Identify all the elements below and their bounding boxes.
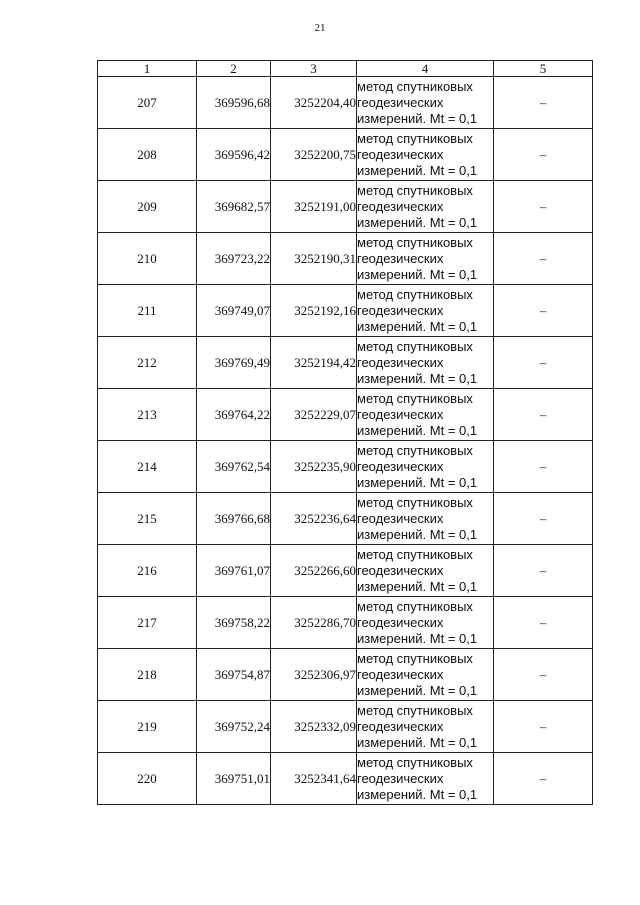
- note-dash: –: [494, 753, 593, 805]
- method-description: [357, 441, 494, 493]
- method-line: метод спутниковых: [357, 78, 473, 94]
- method-line: геодезических: [357, 718, 444, 734]
- coordinate-x: 369761,07: [197, 545, 271, 597]
- method-line: метод спутниковых: [357, 338, 473, 354]
- coordinate-y: 3252332,09: [271, 701, 357, 753]
- coordinate-x: 369723,22: [197, 233, 271, 285]
- method-line: геодезических: [357, 250, 444, 266]
- point-number: 211: [98, 285, 197, 337]
- method-line: измерений. Mt = 0,1: [357, 526, 478, 542]
- method-line: метод спутниковых: [357, 286, 473, 302]
- method-line: геодезических: [357, 146, 444, 162]
- method-description: [357, 649, 494, 701]
- coordinates-table: [97, 60, 593, 805]
- method-line: метод спутниковых: [357, 702, 473, 718]
- coordinate-y: 3252229,07: [271, 389, 357, 441]
- point-number: 216: [98, 545, 197, 597]
- coordinate-x: 369596,42: [197, 129, 271, 181]
- note-dash: –: [494, 285, 593, 337]
- point-number: 218: [98, 649, 197, 701]
- coordinate-y: 3252236,64: [271, 493, 357, 545]
- note-dash: –: [494, 77, 593, 129]
- method-description: [357, 129, 494, 181]
- method-description: [357, 493, 494, 545]
- table-row: [98, 129, 593, 181]
- coordinate-x: 369682,57: [197, 181, 271, 233]
- point-number: 208: [98, 129, 197, 181]
- method-line: метод спутниковых: [357, 442, 473, 458]
- method-line: измерений. Mt = 0,1: [357, 110, 478, 126]
- point-number: 215: [98, 493, 197, 545]
- method-line: измерений. Mt = 0,1: [357, 422, 478, 438]
- method-description: [357, 545, 494, 597]
- point-number: 209: [98, 181, 197, 233]
- column-header-4: 4: [357, 61, 494, 77]
- method-line: метод спутниковых: [357, 182, 473, 198]
- note-dash: –: [494, 441, 593, 493]
- coordinate-y: 3252235,90: [271, 441, 357, 493]
- coordinate-x: 369749,07: [197, 285, 271, 337]
- method-description: [357, 753, 494, 805]
- method-line: метод спутниковых: [357, 234, 473, 250]
- coordinate-x: 369769,49: [197, 337, 271, 389]
- table-row: [98, 701, 593, 753]
- table-row: [98, 233, 593, 285]
- table-row: [98, 441, 593, 493]
- method-line: геодезических: [357, 302, 444, 318]
- method-line: измерений. Mt = 0,1: [357, 630, 478, 646]
- method-description: [357, 701, 494, 753]
- method-line: измерений. Mt = 0,1: [357, 734, 478, 750]
- note-dash: –: [494, 337, 593, 389]
- method-description: [357, 597, 494, 649]
- coordinate-y: 3252204,40: [271, 77, 357, 129]
- method-line: метод спутниковых: [357, 390, 473, 406]
- coordinate-y: 3252191,00: [271, 181, 357, 233]
- method-line: метод спутниковых: [357, 494, 473, 510]
- method-line: измерений. Mt = 0,1: [357, 370, 478, 386]
- table-row: [98, 597, 593, 649]
- table-row: [98, 181, 593, 233]
- method-line: метод спутниковых: [357, 546, 473, 562]
- point-number: 219: [98, 701, 197, 753]
- coordinate-y: 3252306,97: [271, 649, 357, 701]
- method-line: метод спутниковых: [357, 598, 473, 614]
- method-line: метод спутниковых: [357, 754, 473, 770]
- method-line: измерений. Mt = 0,1: [357, 266, 478, 282]
- coordinate-x: 369754,87: [197, 649, 271, 701]
- coordinate-x: 369762,54: [197, 441, 271, 493]
- note-dash: –: [494, 389, 593, 441]
- coordinate-y: 3252192,16: [271, 285, 357, 337]
- coordinate-x: 369764,22: [197, 389, 271, 441]
- note-dash: –: [494, 545, 593, 597]
- method-line: геодезических: [357, 198, 444, 214]
- point-number: 214: [98, 441, 197, 493]
- coordinate-y: 3252286,70: [271, 597, 357, 649]
- table-row: [98, 337, 593, 389]
- column-header-3: 3: [271, 61, 357, 77]
- point-number: 213: [98, 389, 197, 441]
- table-row: [98, 389, 593, 441]
- coordinate-x: 369766,68: [197, 493, 271, 545]
- point-number: 220: [98, 753, 197, 805]
- column-header-1: 1: [98, 61, 197, 77]
- method-line: геодезических: [357, 94, 444, 110]
- note-dash: –: [494, 649, 593, 701]
- table-row: [98, 545, 593, 597]
- note-dash: –: [494, 233, 593, 285]
- point-number: 210: [98, 233, 197, 285]
- method-line: измерений. Mt = 0,1: [357, 214, 478, 230]
- method-line: измерений. Mt = 0,1: [357, 162, 478, 178]
- note-dash: –: [494, 597, 593, 649]
- method-description: [357, 233, 494, 285]
- method-line: геодезических: [357, 510, 444, 526]
- point-number: 207: [98, 77, 197, 129]
- coordinate-x: 369758,22: [197, 597, 271, 649]
- method-line: измерений. Mt = 0,1: [357, 682, 478, 698]
- method-line: геодезических: [357, 354, 444, 370]
- method-line: измерений. Mt = 0,1: [357, 578, 478, 594]
- table-row: [98, 649, 593, 701]
- table-row: [98, 493, 593, 545]
- point-number: 217: [98, 597, 197, 649]
- coordinate-x: 369751,01: [197, 753, 271, 805]
- method-line: геодезических: [357, 562, 444, 578]
- column-header-5: 5: [494, 61, 593, 77]
- coordinate-y: 3252194,42: [271, 337, 357, 389]
- coordinate-y: 3252190,31: [271, 233, 357, 285]
- method-description: [357, 181, 494, 233]
- method-description: [357, 285, 494, 337]
- note-dash: –: [494, 493, 593, 545]
- method-line: метод спутниковых: [357, 130, 473, 146]
- method-line: измерений. Mt = 0,1: [357, 786, 478, 802]
- method-description: [357, 337, 494, 389]
- column-header-2: 2: [197, 61, 271, 77]
- coordinate-y: 3252200,75: [271, 129, 357, 181]
- table-body: [98, 77, 593, 805]
- method-line: геодезических: [357, 614, 444, 630]
- method-line: измерений. Mt = 0,1: [357, 318, 478, 334]
- table-row: [98, 753, 593, 805]
- method-line: измерений. Mt = 0,1: [357, 474, 478, 490]
- method-line: метод спутниковых: [357, 650, 473, 666]
- table-row: [98, 77, 593, 129]
- page-number: 21: [314, 22, 326, 34]
- method-line: геодезических: [357, 666, 444, 682]
- point-number: 212: [98, 337, 197, 389]
- table-row: [98, 285, 593, 337]
- method-line: геодезических: [357, 406, 444, 422]
- method-description: [357, 389, 494, 441]
- table-header-row: [98, 61, 593, 77]
- coordinate-x: 369752,24: [197, 701, 271, 753]
- method-line: геодезических: [357, 458, 444, 474]
- note-dash: –: [494, 129, 593, 181]
- coordinate-x: 369596,68: [197, 77, 271, 129]
- method-line: геодезических: [357, 770, 444, 786]
- method-description: [357, 77, 494, 129]
- note-dash: –: [494, 701, 593, 753]
- note-dash: –: [494, 181, 593, 233]
- coordinate-y: 3252341,64: [271, 753, 357, 805]
- coordinate-y: 3252266,60: [271, 545, 357, 597]
